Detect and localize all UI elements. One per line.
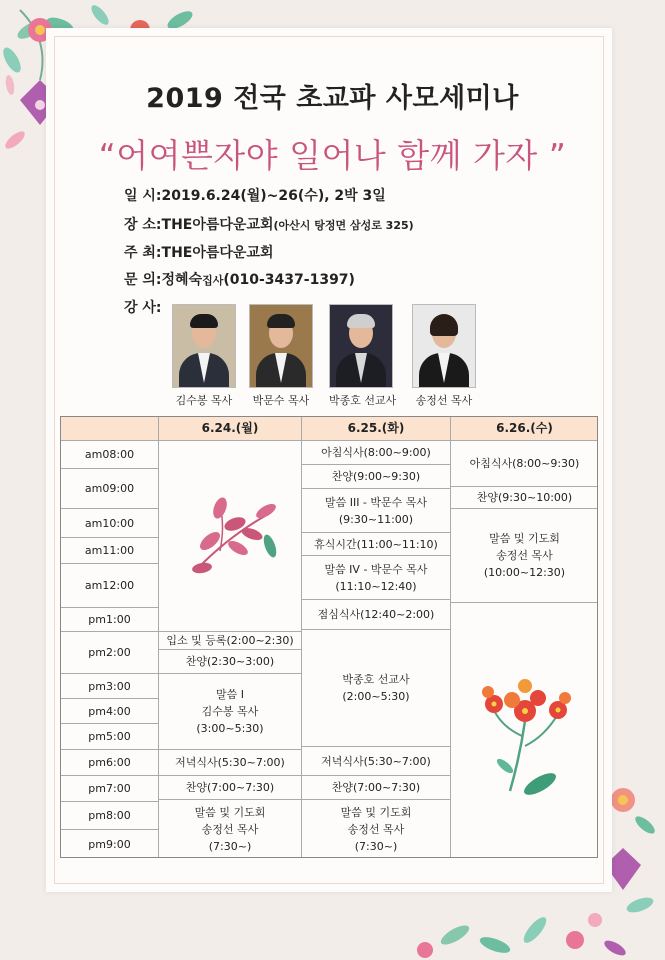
- time-slot: pm2:00: [60, 631, 158, 673]
- speaker-photo: [249, 304, 313, 388]
- info-speakers: [124, 297, 162, 317]
- leaf-branch-illustration: [180, 486, 280, 586]
- time-slot: pm6:00: [60, 749, 158, 775]
- speaker-name: 박종호 선교사: [329, 394, 397, 407]
- time-slot: pm4:00: [60, 698, 158, 723]
- time-slot: am09:00: [60, 468, 158, 508]
- day1-prayer: [158, 799, 301, 858]
- day2-sermon4: [301, 555, 450, 599]
- time-slot: am10:00: [60, 508, 158, 537]
- slogan: “어여쁜자야 일어나 함께 가자 ”: [98, 136, 567, 175]
- contact-phone: (010-3437-1397): [223, 272, 355, 288]
- place-address: (아산시 탕정면 삼성로 325): [273, 219, 414, 232]
- day2-prayer-title: 말씀 및 기도회: [340, 805, 412, 819]
- day1-prayer-title: 말씀 및 기도회: [194, 805, 266, 819]
- header-day3: 6.26.(수): [450, 416, 598, 440]
- speaker-2: [249, 304, 313, 408]
- day3-prayer-title: 말씀 및 기도회: [489, 532, 560, 545]
- header-day1: 6.24.(월): [158, 416, 301, 440]
- header-day2: 6.25.(화): [301, 416, 450, 440]
- day1-dinner: 저녁식사(5:30~7:00): [158, 749, 301, 775]
- time-slot: am12:00: [60, 563, 158, 607]
- date-label: 일 시:: [124, 188, 162, 204]
- schedule-table: [60, 416, 598, 858]
- speaker-3: [329, 304, 397, 408]
- speaker-photo: [412, 304, 476, 388]
- contact-name: 정혜숙: [161, 272, 203, 288]
- day1-praise2: 찬양(7:00~7:30): [158, 775, 301, 799]
- day2-sermon3-title: 말씀 III - 박문수 목사: [324, 495, 428, 509]
- time-slot: pm9:00: [60, 829, 158, 858]
- time-slot: am08:00: [60, 440, 158, 468]
- speaker-4: [412, 304, 476, 408]
- day3-breakfast: 아침식사(8:00~9:30): [450, 440, 598, 486]
- day2-praise1: 찬양(9:00~9:30): [301, 464, 450, 488]
- day2-dinner: 저녁식사(5:30~7:00): [301, 746, 450, 775]
- day1-prayer-time: (7:30~): [208, 839, 252, 853]
- day1-sermon1-time: (3:00~5:30): [196, 722, 264, 735]
- day3-afternoon-blank: [450, 602, 598, 858]
- info-date: [124, 185, 386, 205]
- day2-prayer-time: (7:30~): [354, 839, 398, 853]
- day2-breakfast: 아침식사(8:00~9:00): [301, 440, 450, 464]
- day2-sermon3: [301, 488, 450, 532]
- time-slot: pm3:00: [60, 673, 158, 698]
- day1-registration: 입소 및 등록(2:00~2:30): [158, 631, 301, 649]
- day2-praise2: 찬양(7:00~7:30): [301, 775, 450, 799]
- day1-morning-blank: [158, 440, 301, 631]
- day1-praise1: 찬양(2:30~3:00): [158, 649, 301, 673]
- day3-prayer: [450, 508, 598, 602]
- header-corner: [60, 416, 158, 440]
- day1-prayer-speaker: 송정선 목사: [201, 822, 259, 836]
- place-label: 장 소:: [124, 217, 162, 233]
- day2-mission-time: (2:00~5:30): [342, 690, 410, 703]
- time-slot: pm7:00: [60, 775, 158, 801]
- speaker-name: 송정선 목사: [415, 394, 473, 407]
- speaker-name: 김수봉 목사: [175, 394, 233, 407]
- day2-mission-title: 박종호 선교사: [342, 673, 410, 686]
- speaker-photo: [329, 304, 393, 388]
- day3-praise: 찬양(9:30~10:00): [450, 486, 598, 508]
- red-flower-illustration: [470, 666, 580, 796]
- speaker-1: [172, 304, 236, 408]
- day3-prayer-speaker: 송정선 목사: [496, 549, 553, 562]
- day2-sermon4-time: (11:10~12:40): [335, 579, 417, 593]
- host-label: 주 최:: [124, 245, 162, 261]
- day2-sermon3-time: (9:30~11:00): [338, 512, 414, 526]
- day2-sermon4-title: 말씀 IV - 박문수 목사: [324, 562, 428, 576]
- info-host: [124, 242, 274, 262]
- speaker-name: 박문수 목사: [252, 394, 310, 407]
- contact-role: 집사: [202, 274, 224, 287]
- day1-sermon1: [158, 673, 301, 749]
- time-slot: pm1:00: [60, 607, 158, 631]
- day1-sermon1-speaker: 김수봉 목사: [201, 705, 259, 718]
- day2-mission: [301, 629, 450, 746]
- day3-prayer-time: (10:00~12:30): [483, 566, 566, 579]
- place-value: THE아름다운교회: [161, 217, 274, 233]
- day2-prayer: [301, 799, 450, 858]
- time-slot: pm8:00: [60, 801, 158, 829]
- time-slot: pm5:00: [60, 723, 158, 749]
- speakers-label: 강 사:: [124, 300, 162, 316]
- day1-sermon1-title: 말씀 I: [216, 688, 244, 701]
- day2-lunch: 점심식사(12:40~2:00): [301, 599, 450, 629]
- info-place: [124, 214, 414, 234]
- page-title: 2019 전국 초교파 사모세미나: [146, 83, 519, 114]
- speaker-photo: [172, 304, 236, 388]
- day2-prayer-speaker: 송정선 목사: [347, 822, 405, 836]
- date-value: 2019.6.24(월)~26(수), 2박 3일: [161, 188, 386, 204]
- contact-label: 문 의:: [124, 272, 162, 288]
- info-contact: [124, 269, 355, 289]
- host-value: THE아름다운교회: [161, 245, 274, 261]
- time-slot: am11:00: [60, 537, 158, 563]
- day2-break: 휴식시간(11:00~11:10): [301, 532, 450, 555]
